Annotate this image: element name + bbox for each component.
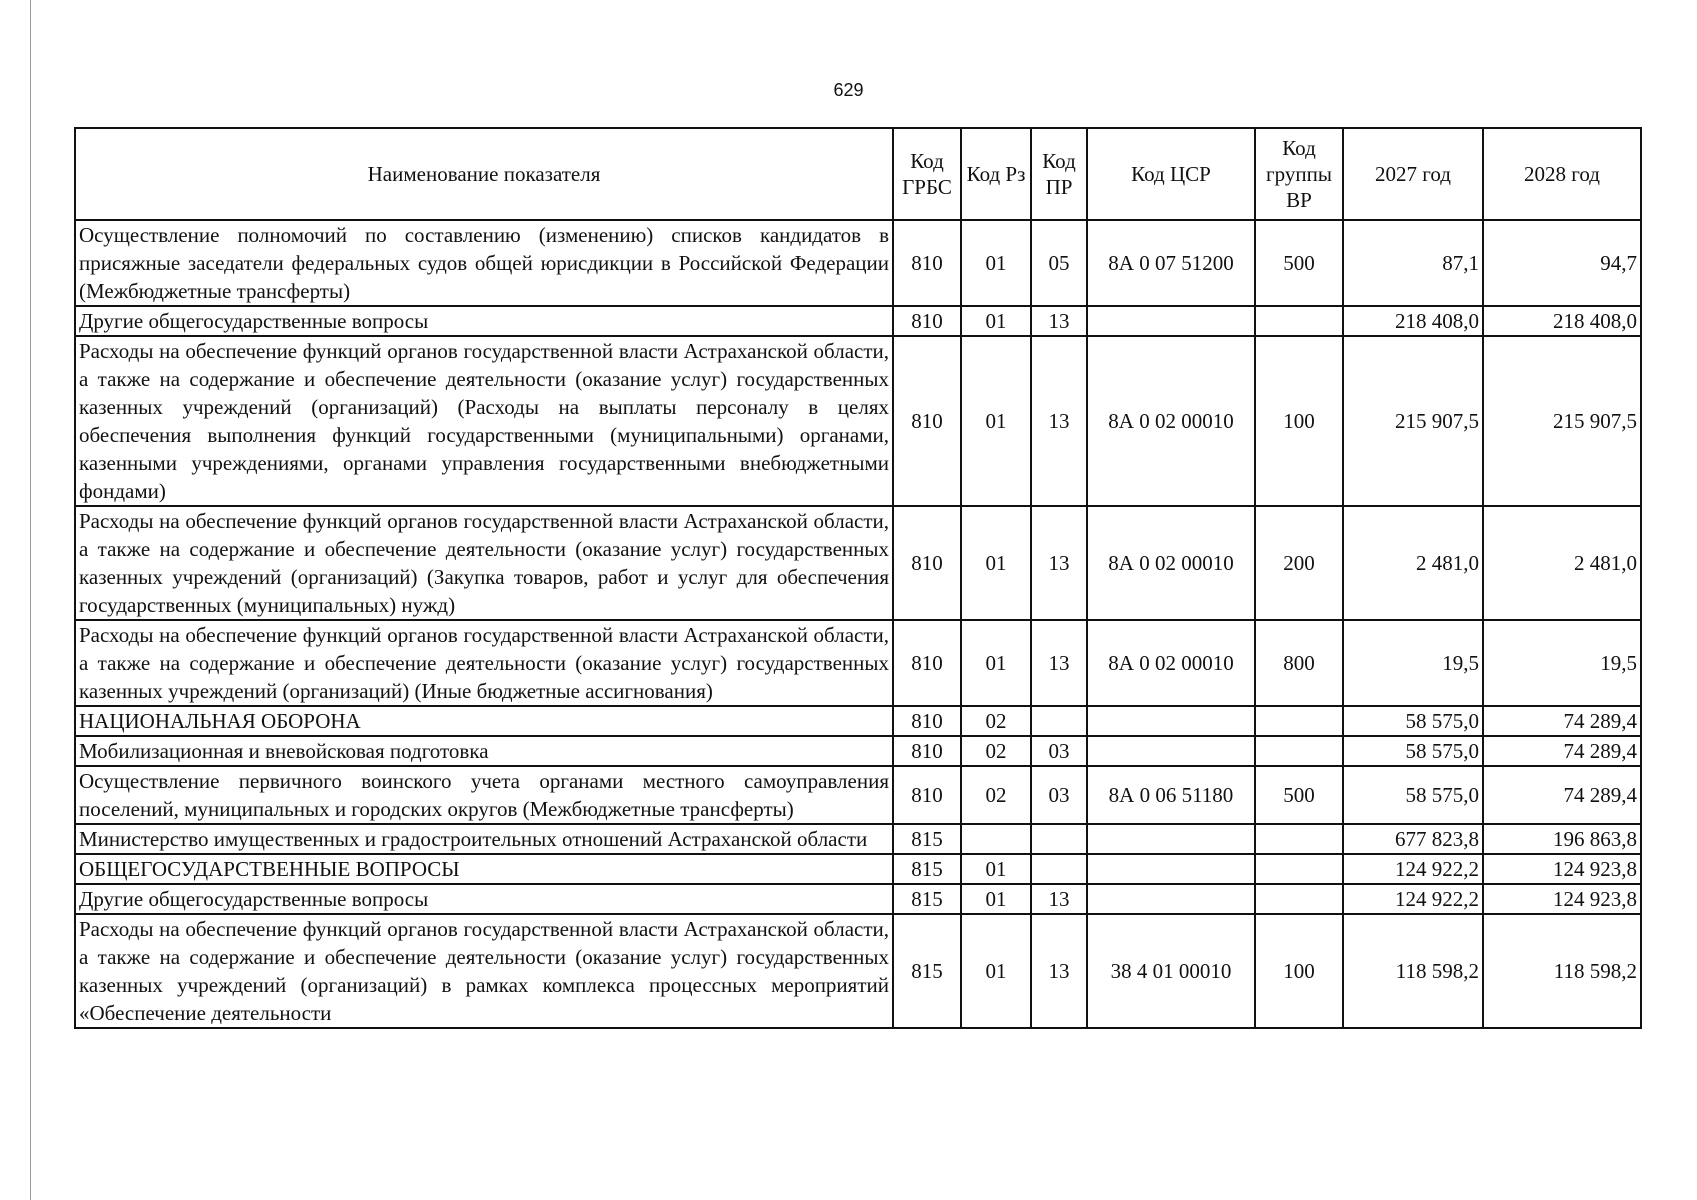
row-grbs: 815 [893, 884, 961, 914]
row-vr [1255, 854, 1343, 884]
budget-table [74, 127, 1642, 1029]
row-amount-2027: 19,5 [1343, 620, 1483, 706]
row-grbs: 815 [893, 854, 961, 884]
row-name: Другие общегосударственные вопросы [75, 306, 893, 336]
row-rz: 01 [961, 336, 1031, 506]
header-2027: 2027 год [1343, 128, 1483, 220]
row-name: Другие общегосударственные вопросы [75, 884, 893, 914]
header-grbs: Код ГРБС [893, 128, 961, 220]
row-grbs: 810 [893, 706, 961, 736]
row-amount-2027: 58 575,0 [1343, 706, 1483, 736]
row-amount-2028: 196 863,8 [1483, 824, 1641, 854]
header-vr: Код группы ВР [1255, 128, 1343, 220]
row-amount-2028: 2 481,0 [1483, 506, 1641, 620]
row-csr [1087, 706, 1255, 736]
row-rz: 01 [961, 220, 1031, 306]
header-2028: 2028 год [1483, 128, 1641, 220]
table-row [75, 220, 1641, 306]
row-rz: 01 [961, 506, 1031, 620]
row-pr: 13 [1031, 306, 1087, 336]
row-name: Осуществление первичного воинского учета органами местного самоуправления поселений, муниципальных и городских округов (Межбюджетные трансферты) [75, 766, 893, 824]
row-amount-2028: 124 923,8 [1483, 884, 1641, 914]
row-vr: 100 [1255, 336, 1343, 506]
row-csr [1087, 306, 1255, 336]
row-rz: 02 [961, 706, 1031, 736]
row-name: Мобилизационная и вневойсковая подготовка [75, 736, 893, 766]
row-name: Расходы на обеспечение функций органов государственной власти Астраханской области, а также на содержание и обеспечение деятельности (оказание услуг) государственных казенных учреждений (организаций) (Расходы на выплаты персоналу в целях обеспечения выполнения функций государственными (муниципальными) органами, казенными учреждениями, органами управления государственными внебюджетными фондами) [75, 336, 893, 506]
row-amount-2028: 94,7 [1483, 220, 1641, 306]
row-pr [1031, 854, 1087, 884]
table-row [75, 884, 1641, 914]
table-row [75, 914, 1641, 1028]
row-csr [1087, 736, 1255, 766]
row-vr: 200 [1255, 506, 1343, 620]
row-vr [1255, 706, 1343, 736]
table-row [75, 620, 1641, 706]
row-grbs: 810 [893, 506, 961, 620]
row-rz: 01 [961, 884, 1031, 914]
table-header-row [75, 128, 1641, 220]
table-row [75, 506, 1641, 620]
row-rz: 01 [961, 306, 1031, 336]
table-row [75, 824, 1641, 854]
row-rz: 02 [961, 766, 1031, 824]
row-name: Осуществление полномочий по составлению (изменению) списков кандидатов в присяжные заседатели федеральных судов общей юрисдикции в Российской Федерации (Межбюджетные трансферты) [75, 220, 893, 306]
row-pr: 05 [1031, 220, 1087, 306]
table-row [75, 706, 1641, 736]
row-amount-2028: 74 289,4 [1483, 736, 1641, 766]
row-pr: 03 [1031, 766, 1087, 824]
row-amount-2028: 74 289,4 [1483, 766, 1641, 824]
table-row [75, 306, 1641, 336]
row-pr: 13 [1031, 506, 1087, 620]
row-grbs: 810 [893, 766, 961, 824]
row-rz [961, 824, 1031, 854]
row-vr [1255, 824, 1343, 854]
row-amount-2027: 2 481,0 [1343, 506, 1483, 620]
row-vr [1255, 884, 1343, 914]
row-vr: 800 [1255, 620, 1343, 706]
row-grbs: 810 [893, 620, 961, 706]
row-amount-2028: 74 289,4 [1483, 706, 1641, 736]
table-body [75, 220, 1641, 1028]
row-amount-2027: 87,1 [1343, 220, 1483, 306]
row-rz: 01 [961, 914, 1031, 1028]
row-name: Расходы на обеспечение функций органов государственной власти Астраханской области, а также на содержание и обеспечение деятельности (оказание услуг) государственных казенных учреждений (организаций) (Закупка товаров, работ и услуг для обеспечения государственных (муниципальных) нужд) [75, 506, 893, 620]
row-csr [1087, 824, 1255, 854]
row-amount-2027: 218 408,0 [1343, 306, 1483, 336]
row-pr: 13 [1031, 336, 1087, 506]
row-csr: 8А 0 02 00010 [1087, 336, 1255, 506]
row-name: НАЦИОНАЛЬНАЯ ОБОРОНА [75, 706, 893, 736]
row-amount-2028: 19,5 [1483, 620, 1641, 706]
row-grbs: 810 [893, 306, 961, 336]
table-row [75, 336, 1641, 506]
row-grbs: 810 [893, 736, 961, 766]
table-row [75, 736, 1641, 766]
row-vr [1255, 736, 1343, 766]
row-amount-2027: 215 907,5 [1343, 336, 1483, 506]
row-amount-2027: 118 598,2 [1343, 914, 1483, 1028]
row-name: Расходы на обеспечение функций органов государственной власти Астраханской области, а также на содержание и обеспечение деятельности (оказание услуг) государственных казенных учреждений (организаций) (Иные бюджетные ассигнования) [75, 620, 893, 706]
row-rz: 01 [961, 854, 1031, 884]
header-pr: Код ПР [1031, 128, 1087, 220]
row-name: Расходы на обеспечение функций органов государственной власти Астраханской области, а также на содержание и обеспечение деятельности (оказание услуг) государственных казенных учреждений (организаций) в рамках комплекса процессных мероприятий «Обеспечение деятельности [75, 914, 893, 1028]
row-csr: 8А 0 02 00010 [1087, 506, 1255, 620]
row-pr: 03 [1031, 736, 1087, 766]
table-row [75, 854, 1641, 884]
header-csr: Код ЦСР [1087, 128, 1255, 220]
row-grbs: 810 [893, 336, 961, 506]
row-amount-2027: 58 575,0 [1343, 736, 1483, 766]
page-margin-line [30, 0, 31, 1200]
table-row [75, 766, 1641, 824]
row-pr [1031, 824, 1087, 854]
row-csr [1087, 884, 1255, 914]
row-vr [1255, 306, 1343, 336]
row-amount-2028: 218 408,0 [1483, 306, 1641, 336]
row-vr: 100 [1255, 914, 1343, 1028]
row-pr: 13 [1031, 914, 1087, 1028]
row-pr: 13 [1031, 884, 1087, 914]
row-amount-2027: 677 823,8 [1343, 824, 1483, 854]
row-pr [1031, 706, 1087, 736]
row-amount-2028: 124 923,8 [1483, 854, 1641, 884]
row-rz: 02 [961, 736, 1031, 766]
row-amount-2027: 124 922,2 [1343, 884, 1483, 914]
row-vr: 500 [1255, 220, 1343, 306]
row-name: ОБЩЕГОСУДАРСТВЕННЫЕ ВОПРОСЫ [75, 854, 893, 884]
row-csr: 38 4 01 00010 [1087, 914, 1255, 1028]
row-pr: 13 [1031, 620, 1087, 706]
row-grbs: 815 [893, 914, 961, 1028]
row-name: Министерство имущественных и градостроительных отношений Астраханской области [75, 824, 893, 854]
row-grbs: 810 [893, 220, 961, 306]
row-grbs: 815 [893, 824, 961, 854]
header-name: Наименование показателя [75, 128, 893, 220]
row-csr: 8А 0 02 00010 [1087, 620, 1255, 706]
page-number: 629 [833, 80, 864, 100]
row-vr: 500 [1255, 766, 1343, 824]
row-csr: 8А 0 06 51180 [1087, 766, 1255, 824]
row-amount-2027: 58 575,0 [1343, 766, 1483, 824]
row-amount-2028: 215 907,5 [1483, 336, 1641, 506]
row-csr [1087, 854, 1255, 884]
row-rz: 01 [961, 620, 1031, 706]
header-rz: Код Рз [961, 128, 1031, 220]
row-amount-2028: 118 598,2 [1483, 914, 1641, 1028]
row-amount-2027: 124 922,2 [1343, 854, 1483, 884]
row-csr: 8А 0 07 51200 [1087, 220, 1255, 306]
